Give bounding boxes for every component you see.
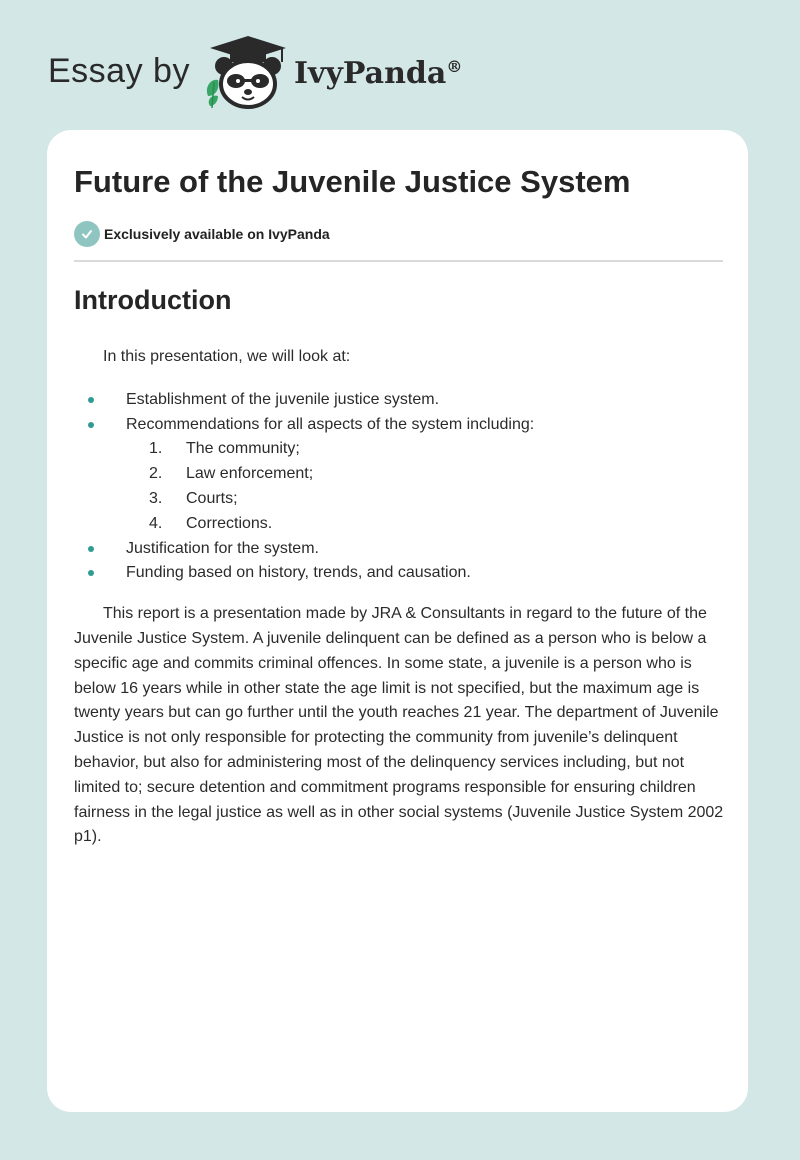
bullet-item: Establishment of the juvenile justice system.: [74, 388, 724, 413]
numbered-item: 2. Law enforcement;: [149, 465, 314, 483]
registered-mark: ®: [446, 57, 463, 76]
site-header: [48, 34, 468, 110]
intro-paragraph: In this presentation, we will look at:: [103, 348, 351, 365]
exclusive-badge-label: Exclusively available on IvyPanda: [104, 226, 330, 242]
body-paragraph: This report is a presentation made by JRA & Consultants in regard to the future of the Juvenile Justice System. A juvenile delinquent can be defined as a person who is below a specific age and commits criminal offences. In some state, a juvenile is a person who is below 16 years while in other state the age limit is not specified, but the maximum age is twenty years but can go further until the youth reaches 21 year. The department of Juvenile Justice is not only responsible for protecting the community from juvenile’s delinquent behavior, but also for administering most of the delinquency services including, but not limited to; secure detention and commitment programs responsible for ensuring children fairness in the legal justice as well as in other social systems (Juvenile Justice System 2002 p1).: [74, 605, 724, 846]
bullet-item: Justification for the system.: [74, 537, 724, 562]
essay-card: [47, 130, 748, 1112]
numbered-sublist: [126, 437, 724, 536]
bullet-list: [74, 388, 724, 586]
numbered-item: 1. The community;: [149, 440, 300, 458]
divider: [74, 260, 723, 262]
check-icon: [74, 221, 100, 247]
brand-prefix: Essay by: [48, 52, 190, 90]
page-title: Future of the Juvenile Justice System: [74, 164, 631, 199]
exclusive-badge: [74, 221, 330, 247]
article-content: [74, 345, 724, 850]
section-heading: Introduction: [74, 285, 232, 315]
brand-name[interactable]: IvyPanda®: [294, 56, 463, 91]
panda-logo-icon[interactable]: [202, 34, 294, 110]
bullet-item: Recommendations for all aspects of the system including: 1. The community; 2. Law enforcement; 3. Courts; 4. Corrections.: [74, 413, 724, 537]
bullet-item: Funding based on history, trends, and causation.: [74, 561, 724, 586]
numbered-item: 3. Courts;: [149, 489, 238, 507]
numbered-item: 4. Corrections.: [149, 514, 273, 532]
